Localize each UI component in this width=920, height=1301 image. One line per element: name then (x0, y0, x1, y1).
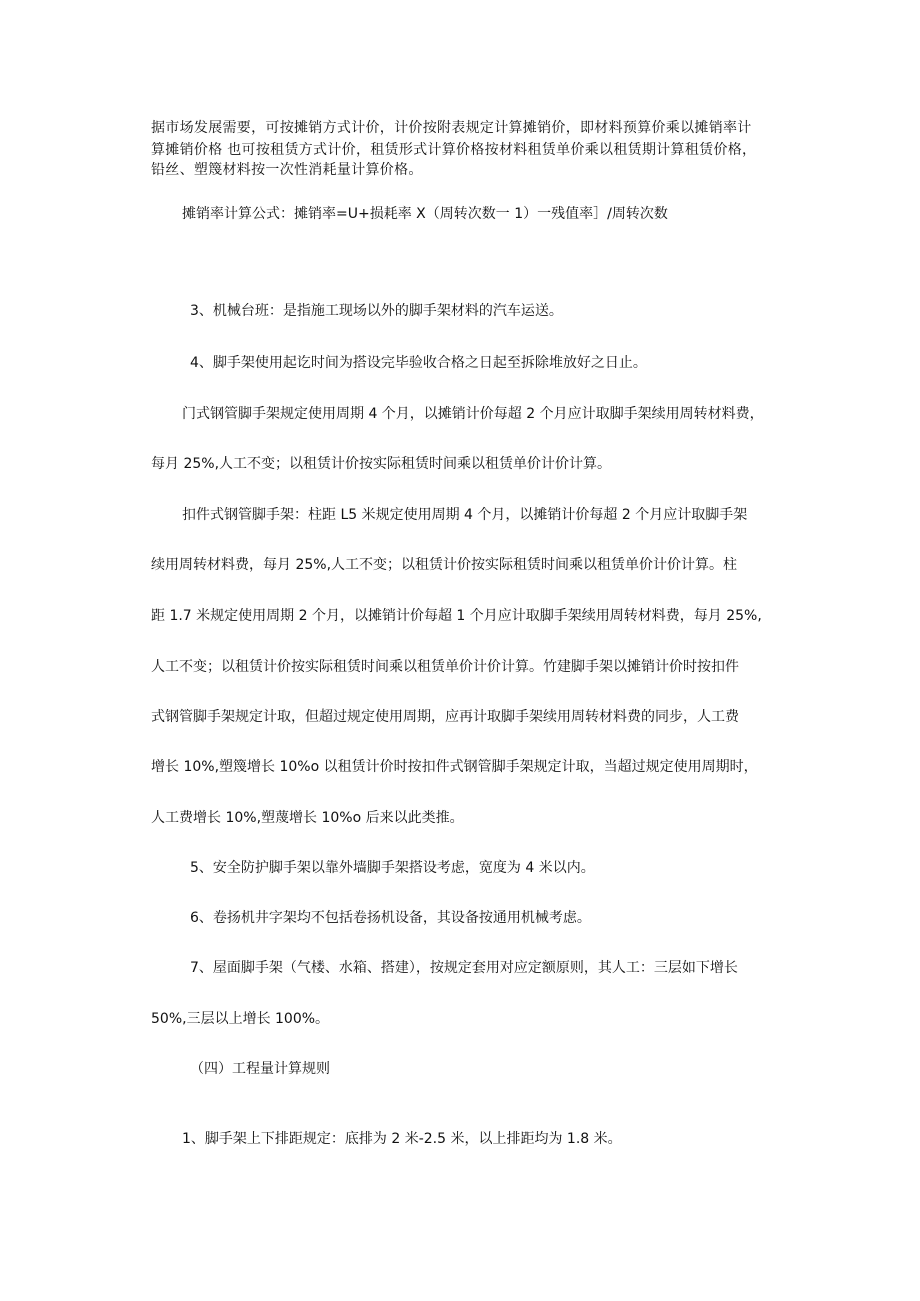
item-7-line-2: 50%,三层以上增长 100%。 (151, 1011, 330, 1027)
fastener-line-6: 增长 10%,塑篾增长 10%o 以租赁计价时按扣件式钢管脚手架规定计取，当超过规定使用周期时， (151, 759, 758, 775)
section-4-heading: （四）工程量计算规则 (190, 1061, 330, 1077)
door-frame-line-2: 每月 25%,人工不变；以租赁计价按实际租赁时间乘以租赁单价计价计算。 (151, 456, 612, 472)
item-5-safety-scaffold: 5、安全防护脚手架以靠外墙脚手架搭设考虑，宽度为 4 米以内。 (190, 860, 595, 876)
intro-line-3: 铅丝、塑篾材料按一次性消耗量计算价格。 (151, 162, 423, 178)
intro-line-2: 算摊销价格 也可按租赁方式计价，租赁形式计算价格按材料租赁单价乘以租赁期计算租赁价格， (151, 142, 757, 158)
fastener-line-3: 距 1.7 米规定使用周期 2 个月，以摊销计价每超 1 个月应计取脚手架续用周转材料费，每月 25%, (151, 608, 762, 624)
fastener-line-4: 人工不变；以租赁计价按实际租赁时间乘以租赁单价计价计算。竹建脚手架以摊销计价时按扣件 (151, 659, 739, 675)
fastener-line-7: 人工费增长 10%,塑蔑增长 10%o 后来以此类推。 (151, 810, 464, 826)
fastener-line-1: 扣件式钢管脚手架：柱距 L5 米规定使用周期 4 个月，以摊销计价每超 2 个月应计取脚手架 (182, 507, 748, 523)
item-7-line-1: 7、屋面脚手架（气楼、水箱、搭建），按规定套用对应定额原则，其人工：三层如下增长 (190, 960, 738, 976)
fastener-line-5: 式钢管脚手架规定计取，但超过规定使用周期，应再计取脚手架续用周转材料费的同步，人工费 (151, 709, 739, 725)
intro-line-1: 据市场发展需要，可按摊销方式计价，计价按附表规定计算摊销价，即材料预算价乘以摊销率计 (151, 120, 752, 136)
door-frame-line-1: 门式钢管脚手架规定使用周期 4 个月，以摊销计价每超 2 个月应计取脚手架续用周转材料费， (182, 406, 764, 422)
amortization-formula: 摊销率计算公式：摊销率=U+损耗率 X（周转次数一 1）一残值率］/周转次数 (182, 206, 668, 222)
fastener-line-2: 续用周转材料费，每月 25%,人工不变；以租赁计价按实际租赁时间乘以租赁单价计价计算。柱 (151, 557, 738, 573)
rule-1-row-spacing: 1、脚手架上下排距规定：底排为 2 米-2.5 米，以上排距均为 1.8 米。 (182, 1131, 622, 1147)
item-3-machine-shift: 3、机械台班：是指施工现场以外的脚手架材料的汽车运送。 (190, 303, 563, 319)
item-6-hoist-frame: 6、卷扬机井字架均不包括卷扬机设备，其设备按通用机械考虑。 (190, 910, 591, 926)
item-4-usage-period: 4、脚手架使用起讫时间为搭设完毕验收合格之日起至拆除堆放好之日止。 (190, 355, 647, 371)
